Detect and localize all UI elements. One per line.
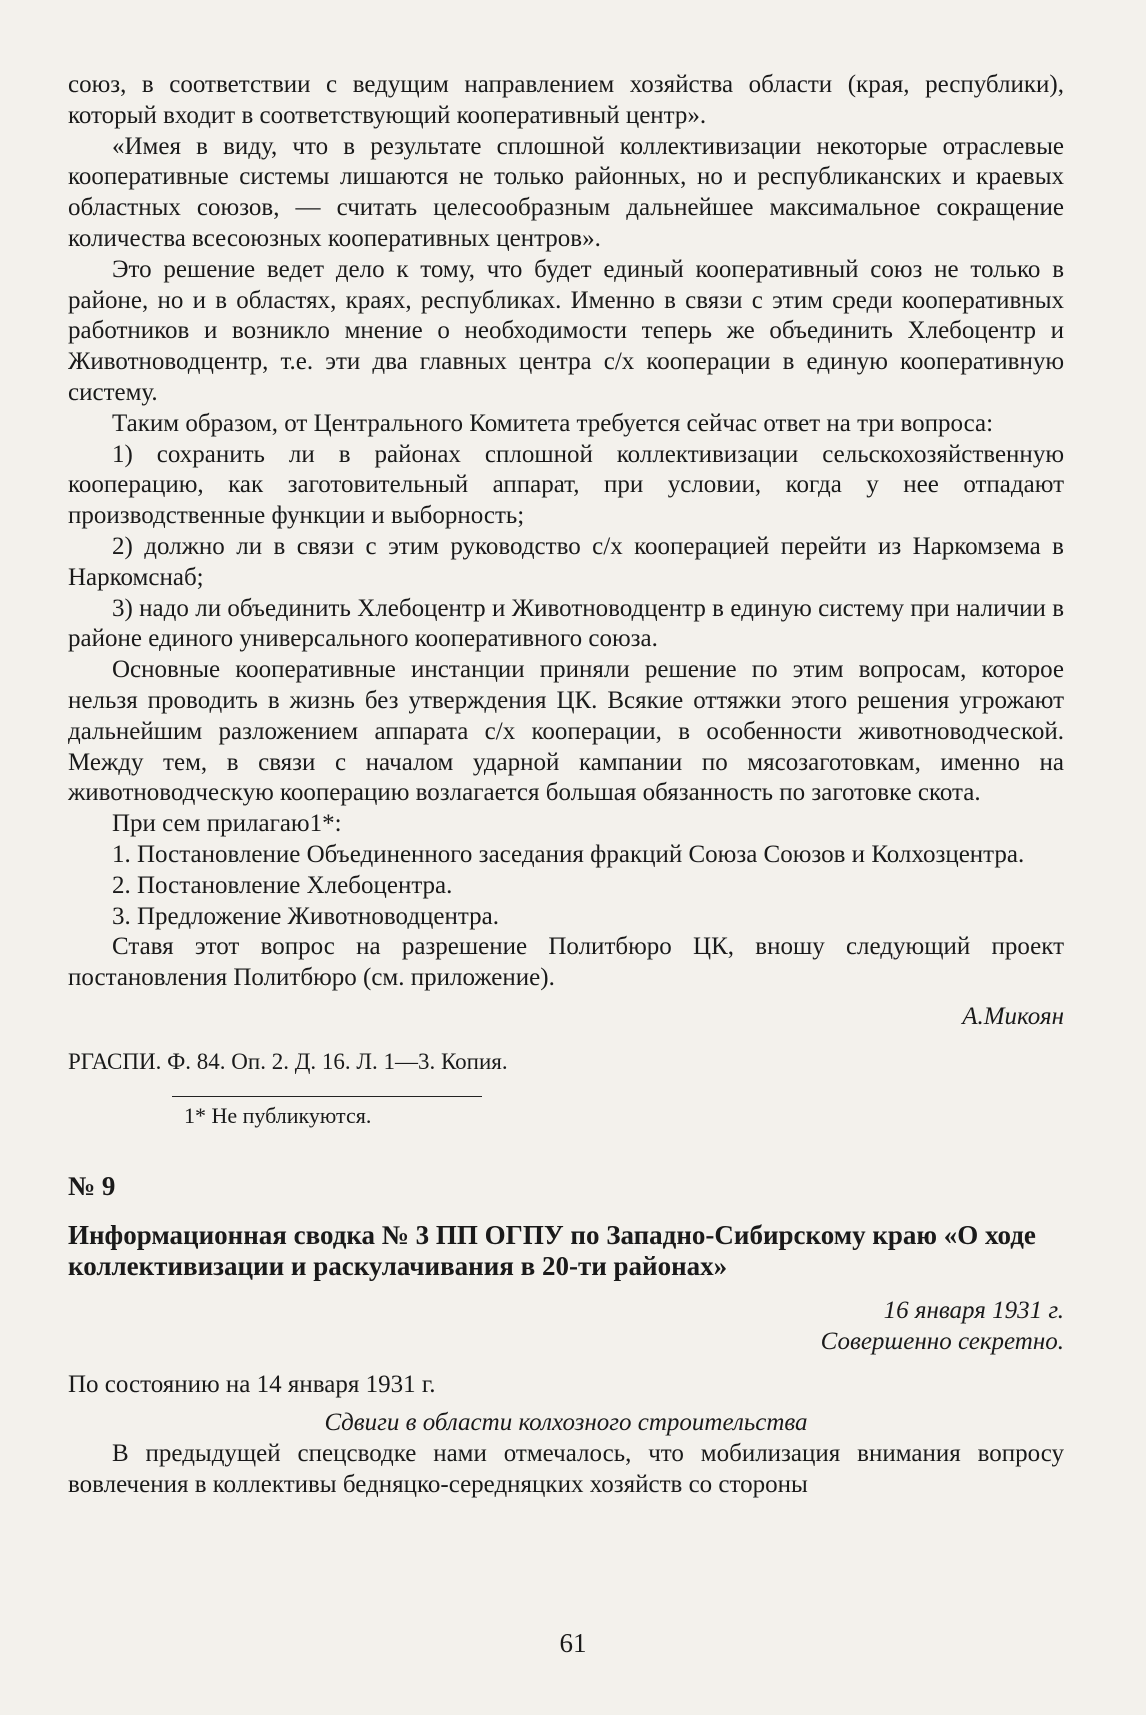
list-item: 1. Постановление Объединенного заседания фракций Союза Союзов и Колхозцентра.	[112, 840, 1025, 868]
paragraph: Таким образом, от Центрального Комитета требуется сейчас ответ на три вопроса:	[112, 409, 994, 437]
page-number: 61	[559, 1628, 587, 1658]
classification-label: Совершенно секретно.	[820, 1327, 1064, 1355]
footnote: 1* Не публикуются.	[184, 1102, 372, 1128]
list-item: 2. Постановление Хлебоцентра.	[112, 871, 453, 899]
paragraph: Это решение ведет дело к тому, что будет единый кооперативный союз не только в районе, но и в областях, краях, республиках. Именно в связи с этим среди кооперативных работников и возникло мнение о необходимости теперь же объединить Хлебоцентр и Животноводцентр, т.е. эти два главных центра с/х кооперации в единую кооперативную систему.	[68, 255, 1064, 406]
list-item: 1) сохранить ли в районах сплошной коллективизации сельскохозяйственную кооперацию, как заготовительный аппарат, при условии, когда у нее отпадают производственные функции и выборность;	[68, 440, 1064, 530]
archive-reference: РГАСПИ. Ф. 84. Оп. 2. Д. 16. Л. 1—3. Копия.	[68, 1048, 508, 1074]
signature: А.Микоян	[962, 1002, 1064, 1030]
list-item: 3. Предложение Животноводцентра.	[112, 902, 499, 930]
footnote-divider	[172, 1096, 482, 1097]
section-heading: Сдвиги в области колхозного строительства	[324, 1409, 808, 1437]
paragraph: Ставя этот вопрос на разрешение Политбюро ЦК, вношу следующий проект постановления Политбюро (см. приложение).	[68, 933, 1064, 992]
list-item: 3) надо ли объединить Хлебоцентр и Животноводцентр в единую систему при наличии в районе единого универсального кооперативного союза.	[68, 594, 1064, 653]
document-number: № 9	[68, 1171, 116, 1202]
paragraph: В предыдущей спецсводке нами отмечалось, что мобилизация внимания вопросу вовлечения в коллективы бедняцко-середняцких хозяйств со стороны	[68, 1440, 1064, 1499]
document-date: 16 января 1931 г.	[883, 1297, 1064, 1325]
paragraph: «Имея в виду, что в результате сплошной коллективизации некоторые отраслевые кооперативные системы лишаются не только районных, но и республиканских и краевых областных союзов, — считать целесообразным дальнейшее максимальное сокращение количества всесоюзных кооперативных центров».	[68, 132, 1064, 252]
document-title: Информационная сводка № 3 ПП ОГПУ по Западно-Сибирскому краю «О ходе коллективизации и раскулачивания в 20-ти районах»	[68, 1220, 1036, 1282]
body-text	[68, 70, 1064, 1501]
paragraph: Основные кооперативные инстанции приняли решение по этим вопросам, которое нельзя проводить в жизнь без утверждения ЦК. Всякие оттяжки этого решения угрожают дальнейшим разложением аппарата с/х кооперации, в особенности животноводческой. Между тем, в связи с началом ударной кампании по мясозаготовкам, именно на животноводческую кооперацию возлагается большая обязанность по заготовке скота.	[68, 656, 1064, 807]
paragraph: При сем прилагаю1*:	[112, 810, 342, 838]
status-line: По состоянию на 14 января 1931 г.	[68, 1370, 436, 1398]
paragraph: союз, в соответствии с ведущим направлением хозяйства области (края, республики), который входит в соответствующий кооперативный центр».	[68, 71, 1064, 129]
list-item: 2) должно ли в связи с этим руководство с/х кооперацией перейти из Наркомзема в Наркомснаб;	[68, 532, 1064, 591]
